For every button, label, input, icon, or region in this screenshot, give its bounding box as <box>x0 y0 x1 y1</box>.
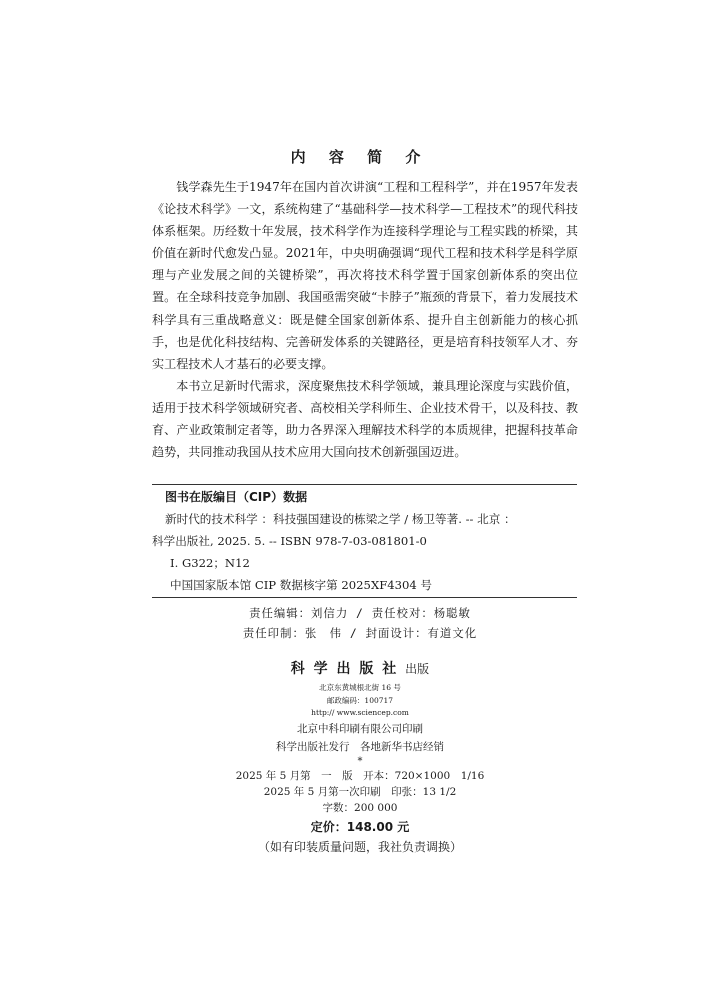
intro-paragraph-2: 本书立足新时代需求，深度聚焦技术科学领域，兼具理论深度与实践价值，适用于技术科学领域研究者、高校相关学科师生、企业技术骨干，以及科技、教育、产业政策制定者等，助力各界深入理解技术科学的本质规律，把握科技革命趋势，共同推动我国从技术应用大国向技术创新强国迈进。 <box>152 378 578 460</box>
staff-line-2: 责任印制：张 伟 / 封面设计：有道文化 <box>242 626 478 640</box>
publisher-name-suffix: 出版 <box>405 662 430 676</box>
quality-note: （如有印装质量问题，我社负责调换） <box>257 839 462 854</box>
cip-line-1: 新时代的技术科学 ：科技强国建设的栋梁之学 / 杨卫等著. -- 北京 ： <box>165 512 516 526</box>
cip-line-3: Ⅰ. G322；N12 <box>170 556 250 570</box>
cip-line-4: 中国国家版本馆 CIP 数据核字第 2025XF4304 号 <box>170 578 433 592</box>
cip-bottom-rule <box>152 597 577 598</box>
publisher-postcode: 邮政编码：100717 <box>326 695 394 705</box>
separator-star: * <box>357 755 363 767</box>
printing-info: 2025 年 5 月第一次印刷 印张：13 1/2 <box>263 785 457 798</box>
publisher-address: 北京东黄城根北街 16 号 <box>319 683 401 692</box>
cip-line-2: 科学出版社, 2025. 5. -- ISBN 978-7-03-081801-0 <box>152 534 427 548</box>
printer: 北京中科印刷有限公司印刷 <box>297 722 423 735</box>
publisher-info <box>0 658 720 856</box>
word-count: 字数：200 000 <box>322 801 398 814</box>
cip-title: 图书在版编目（CIP）数据 <box>165 490 308 504</box>
publisher-name-text: 科 学 出 版 社 <box>290 661 399 677</box>
price: 定价：148.00 元 <box>310 819 410 834</box>
publisher-website: http:// www.sciencep.com <box>311 708 409 717</box>
cip-top-rule <box>152 484 577 485</box>
staff-line-1: 责任编辑：刘信力 / 责任校对：杨聪敏 <box>249 606 471 620</box>
intro-text <box>152 176 578 463</box>
staff-credits <box>0 603 720 643</box>
intro-paragraph-1: 钱学森先生于1947年在国内首次讲演“工程和工程科学”，并在1957年发表《论技术科学》一文，系统构建了“基础科学—技术科学—工程技术”的现代科技体系框架。历经数十年发展，技术科学作为连接科学理论与工程实践的桥梁，其价值在新时代愈发凸显。2021年，中央明确强调“现代工程和技术科学是科学原理与产业发展之间的关键桥梁”，再次将技术科学置于国家创新体系的突出位置。在全球科技竞争加剧、我国亟需突破“卡脖子”瓶颈的背景下，着力发展技术科学具有三重战略意义：既是健全国家创新体系、提升自主创新能力的核心抓手，也是优化科技结构、完善研发体系的关键路径，更是培育科技领军人才、夯实工程技术人才基石的必要支撑。 <box>152 180 578 371</box>
cip-record <box>152 508 582 596</box>
page-heading: 内 容 简 介 <box>290 148 430 166</box>
edition-info: 2025 年 5 月第 一 版 开本：720×1000 1/16 <box>235 769 485 782</box>
distribution: 科学出版社发行 各地新华书店经销 <box>276 740 444 753</box>
publisher-name <box>0 658 720 678</box>
